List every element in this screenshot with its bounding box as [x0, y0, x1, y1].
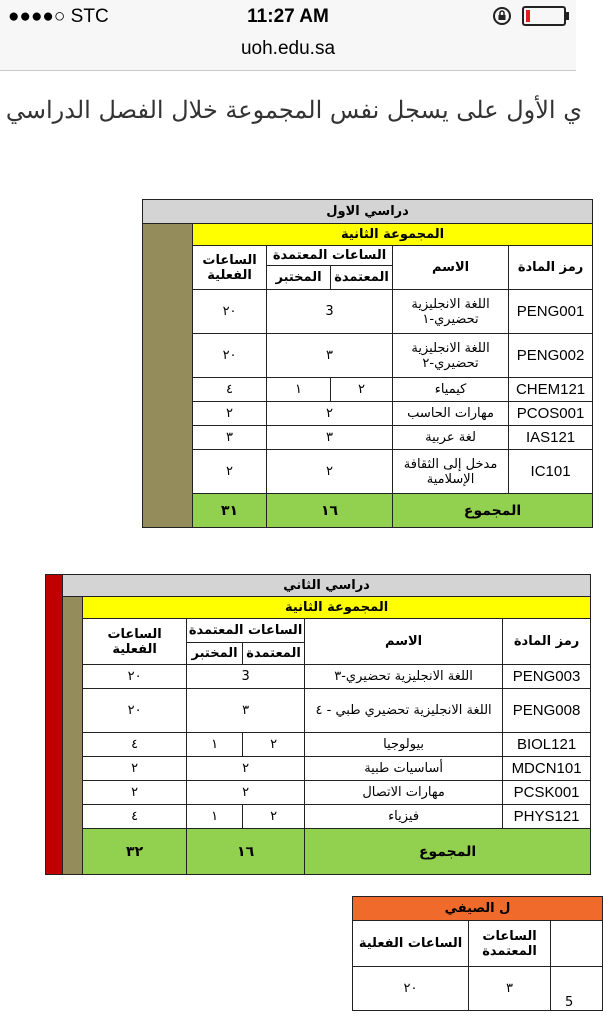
course-name: اللغة الانجليزية تحضيري-٢ — [393, 334, 509, 378]
course-credit: ٢ — [267, 402, 393, 426]
course-actual: ٣ — [193, 426, 267, 450]
header-code: رمز المادة — [503, 619, 591, 665]
header-credit: الساعات المعتمدة — [267, 246, 393, 266]
olive-side-column — [143, 224, 193, 528]
course-credit: ٢ — [267, 450, 393, 494]
course-actual: ٢٠ — [83, 665, 187, 689]
course-credit-lab: ١ — [187, 733, 243, 757]
header-name: الاسم — [393, 246, 509, 290]
carrier-signal: ●●●●○ STC — [8, 6, 109, 27]
semester-title: دراسي الاول — [143, 200, 593, 224]
course-name: بيولوجيا — [305, 733, 503, 757]
course-actual: ٢ — [83, 781, 187, 805]
course-credit: ٣ — [267, 426, 393, 450]
course-credit-lab: ١ — [187, 805, 243, 829]
summer-title: ل الصيفي — [353, 897, 603, 921]
header-credit-approved: المعتمدة — [331, 266, 393, 290]
total-label: المجموع — [305, 829, 591, 875]
course-actual: ٢٠ — [193, 290, 267, 334]
course-code: PCSK001 — [503, 781, 591, 805]
course-name: لغة عربية — [393, 426, 509, 450]
total-credit: ١٦ — [267, 494, 393, 528]
course-credit: ٣ — [267, 334, 393, 378]
course-code: CHEM121 — [509, 378, 593, 402]
course-actual: ٢ — [193, 450, 267, 494]
course-name: مهارات الحاسب — [393, 402, 509, 426]
course-credit: ٣ — [187, 689, 305, 733]
course-code: PHYS121 — [503, 805, 591, 829]
total-actual: ٣١ — [193, 494, 267, 528]
course-code: PENG008 — [503, 689, 591, 733]
course-credit-approved: ٢ — [331, 378, 393, 402]
total-actual: ٣٢ — [83, 829, 187, 875]
red-side-column — [46, 575, 63, 875]
course-credit: 3 — [187, 665, 305, 689]
course-credit-approved: ٢ — [243, 805, 305, 829]
course-code: MDCN101 — [503, 757, 591, 781]
url-text: uoh.edu.sa — [240, 38, 336, 59]
course-actual: ٤ — [83, 733, 187, 757]
header-name: الاسم — [305, 619, 503, 665]
course-name: مهارات الاتصال — [305, 781, 503, 805]
summer-header-blank — [551, 921, 603, 967]
rotation-lock-icon — [492, 6, 512, 26]
course-name: اللغة الانجليزية تحضيري-٣ — [305, 665, 503, 689]
semester-1-table — [142, 199, 593, 528]
course-name: مدخل إلى الثقافة الإسلامية — [393, 450, 509, 494]
course-actual: ٢ — [193, 402, 267, 426]
course-credit: 3 — [267, 290, 393, 334]
semester-title: دراسي الثاني — [63, 575, 591, 597]
summer-actual: ٢٠ — [353, 967, 469, 1011]
course-name: فيزياء — [305, 805, 503, 829]
summer-header-actual: الساعات الفعلية — [353, 921, 469, 967]
summer-partial-cell: 5 — [551, 967, 603, 1011]
course-actual: ٢٠ — [83, 689, 187, 733]
course-actual: ٤ — [83, 805, 187, 829]
header-credit-lab: المختبر — [187, 643, 243, 665]
course-actual: ٢ — [83, 757, 187, 781]
course-name: أساسيات طبية — [305, 757, 503, 781]
course-actual: ٤ — [193, 378, 267, 402]
battery-fill — [526, 10, 530, 22]
battery-icon — [522, 6, 566, 26]
header-credit-lab: المختبر — [267, 266, 331, 290]
address-bar[interactable] — [0, 36, 576, 71]
header-credit-approved: المعتمدة — [243, 643, 305, 665]
status-bar — [0, 0, 576, 36]
header-actual: الساعات الفعلية — [193, 246, 267, 290]
course-code: IAS121 — [509, 426, 593, 450]
status-time: 11:27 AM — [247, 6, 329, 27]
summer-table — [352, 896, 603, 1011]
status-right — [492, 6, 566, 26]
course-code: PCOS001 — [509, 402, 593, 426]
olive-side-column — [63, 597, 83, 875]
course-name: كيمياء — [393, 378, 509, 402]
course-code: PENG003 — [503, 665, 591, 689]
page-paragraph: ي الأول على يسجل نفس المجموعة خلال الفصل الدراسي — [5, 96, 582, 124]
total-label: المجموع — [393, 494, 593, 528]
course-credit: ٢ — [187, 757, 305, 781]
group-title: المجموعة الثانية — [83, 597, 591, 619]
header-actual: الساعات الفعلية — [83, 619, 187, 665]
course-code: PENG002 — [509, 334, 593, 378]
course-code: PENG001 — [509, 290, 593, 334]
course-credit-approved: ٢ — [243, 733, 305, 757]
course-code: BIOL121 — [503, 733, 591, 757]
course-code: IC101 — [509, 450, 593, 494]
total-credit: ١٦ — [187, 829, 305, 875]
summer-credit: ٣ — [469, 967, 551, 1011]
course-name: اللغة الانجليزية تحضيري-١ — [393, 290, 509, 334]
course-credit: ٢ — [187, 781, 305, 805]
header-code: رمز المادة — [509, 246, 593, 290]
group-title: المجموعة الثانية — [193, 224, 593, 246]
summer-header-credit: الساعات المعتمدة — [469, 921, 551, 967]
course-actual: ٢٠ — [193, 334, 267, 378]
course-name: اللغة الانجليزية تحضيري طبي - ٤ — [305, 689, 503, 733]
course-credit-lab: ١ — [267, 378, 331, 402]
semester-2-table — [45, 574, 591, 875]
header-credit: الساعات المعتمدة — [187, 619, 305, 643]
